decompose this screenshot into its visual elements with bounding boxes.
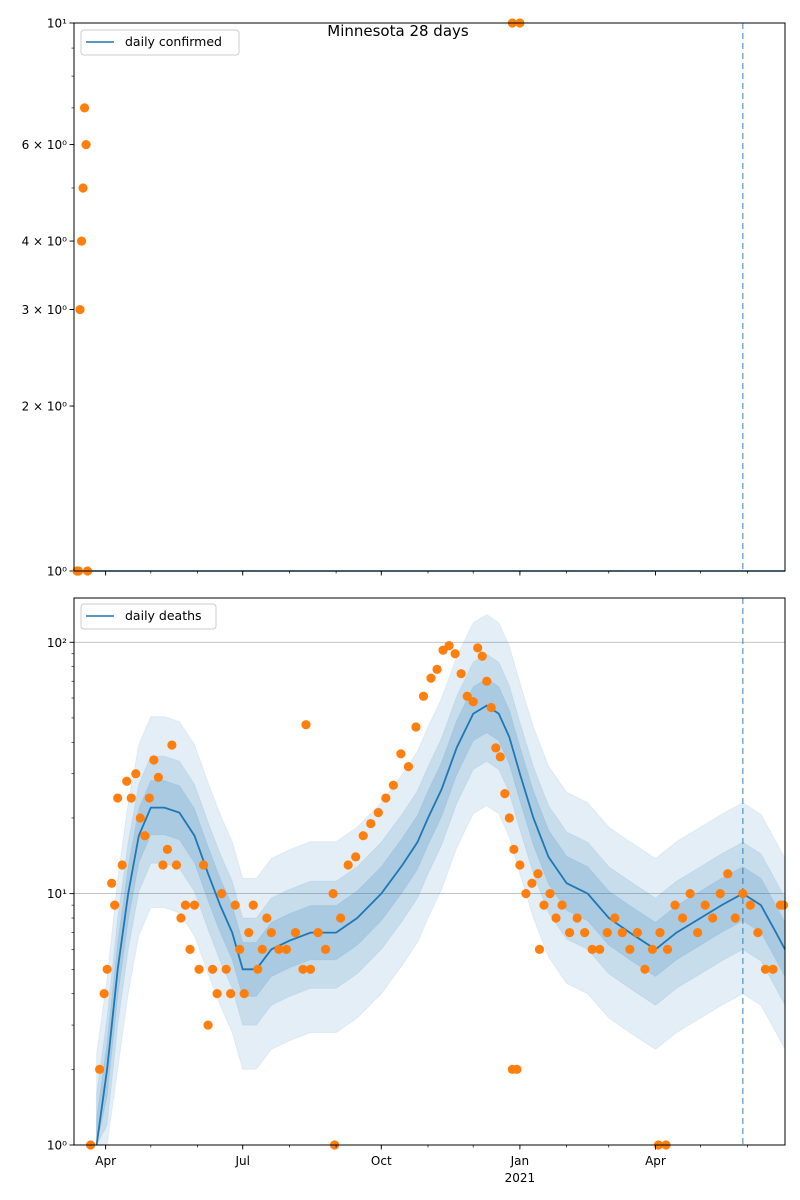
- deaths-point: [469, 697, 478, 706]
- deaths-point: [344, 860, 353, 869]
- deaths-point: [351, 852, 360, 861]
- deaths-point: [640, 965, 649, 974]
- legend-label-daily-deaths: daily deaths: [125, 608, 202, 623]
- deaths-point: [244, 928, 253, 937]
- deaths-point: [306, 965, 315, 974]
- deaths-point: [527, 879, 536, 888]
- deaths-point: [731, 913, 740, 922]
- deaths-point: [491, 743, 500, 752]
- deaths-point: [685, 889, 694, 898]
- y-tick-label: 10¹: [46, 887, 67, 902]
- deaths-point: [217, 889, 226, 898]
- deaths-point: [426, 674, 435, 683]
- deaths-point: [738, 889, 747, 898]
- y-tick-label: 10⁰: [46, 1138, 67, 1153]
- deaths-point: [411, 722, 420, 731]
- deaths-point: [693, 928, 702, 937]
- deaths-point: [122, 777, 131, 786]
- deaths-point: [291, 928, 300, 937]
- deaths-point: [444, 641, 453, 650]
- x-tick-label: Apr: [95, 1154, 117, 1168]
- deaths-point: [131, 769, 140, 778]
- deaths-point: [509, 845, 518, 854]
- deaths-point: [457, 669, 466, 678]
- deaths-point: [222, 965, 231, 974]
- deaths-point: [226, 989, 235, 998]
- deaths-point: [140, 831, 149, 840]
- y-tick-label: 10²: [46, 635, 67, 650]
- deaths-point: [167, 740, 176, 749]
- deaths-point: [515, 860, 524, 869]
- deaths-point: [539, 901, 548, 910]
- deaths-point: [190, 901, 199, 910]
- y-tick-label: 10¹: [46, 16, 67, 31]
- deaths-point: [779, 901, 788, 910]
- deaths-point: [336, 913, 345, 922]
- y-tick-label: 4 × 10⁰: [21, 234, 67, 249]
- deaths-point: [208, 965, 217, 974]
- x-tick-label: Jul: [235, 1154, 250, 1168]
- confirmed-point: [78, 183, 87, 192]
- x-tick-sublabel: 2021: [504, 1171, 536, 1185]
- deaths-point: [374, 808, 383, 817]
- confirmed-point: [75, 305, 84, 314]
- deaths-point: [565, 928, 574, 937]
- deaths-point: [127, 793, 136, 802]
- deaths-point: [535, 945, 544, 954]
- deaths-point: [258, 945, 267, 954]
- deaths-point: [396, 749, 405, 758]
- deaths-point: [235, 945, 244, 954]
- deaths-point: [404, 762, 413, 771]
- deaths-point: [595, 945, 604, 954]
- deaths-point: [203, 1020, 212, 1029]
- deaths-point: [194, 965, 203, 974]
- x-tick-label: Oct: [370, 1154, 392, 1168]
- deaths-legend: [81, 604, 216, 629]
- deaths-point: [389, 781, 398, 790]
- deaths-point: [359, 831, 368, 840]
- deaths-point: [149, 755, 158, 764]
- deaths-point: [512, 1065, 521, 1074]
- deaths-point: [670, 901, 679, 910]
- deaths-point: [249, 901, 258, 910]
- deaths-point: [603, 928, 612, 937]
- y-tick-label: 6 × 10⁰: [21, 138, 67, 153]
- deaths-point: [154, 773, 163, 782]
- deaths-point: [231, 901, 240, 910]
- deaths-point: [451, 649, 460, 658]
- deaths-point: [110, 901, 119, 910]
- deaths-point: [163, 845, 172, 854]
- deaths-point: [172, 860, 181, 869]
- deaths-point: [478, 652, 487, 661]
- deaths-point: [557, 901, 566, 910]
- deaths-point: [240, 989, 249, 998]
- deaths-point: [701, 901, 710, 910]
- deaths-point: [663, 945, 672, 954]
- deaths-point: [487, 703, 496, 712]
- deaths-point: [551, 913, 560, 922]
- deaths-point: [746, 901, 755, 910]
- y-tick-label: 2 × 10⁰: [21, 399, 67, 414]
- deaths-point: [533, 869, 542, 878]
- deaths-point: [419, 692, 428, 701]
- deaths-point: [505, 813, 514, 822]
- deaths-point: [321, 945, 330, 954]
- deaths-point: [100, 989, 109, 998]
- deaths-point: [267, 928, 276, 937]
- deaths-point: [496, 752, 505, 761]
- deaths-point: [145, 793, 154, 802]
- deaths-point: [113, 793, 122, 802]
- deaths-point: [482, 677, 491, 686]
- deaths-point: [723, 869, 732, 878]
- deaths-point: [473, 643, 482, 652]
- y-tick-label: 10⁰: [46, 564, 67, 579]
- y-tick-label: 3 × 10⁰: [21, 303, 67, 318]
- confirmed-point: [80, 103, 89, 112]
- deaths-point: [753, 928, 762, 937]
- deaths-point: [708, 913, 717, 922]
- deaths-point: [103, 965, 112, 974]
- confirmed-point: [77, 236, 86, 245]
- deaths-point: [301, 720, 310, 729]
- deaths-point: [768, 965, 777, 974]
- deaths-point: [213, 989, 222, 998]
- deaths-point: [136, 813, 145, 822]
- deaths-point: [655, 928, 664, 937]
- deaths-point: [716, 889, 725, 898]
- deaths-point: [253, 965, 262, 974]
- deaths-point: [118, 860, 127, 869]
- deaths-point: [500, 789, 509, 798]
- deaths-point: [95, 1065, 104, 1074]
- deaths-point: [158, 860, 167, 869]
- confirmed-point: [81, 140, 90, 149]
- legend-label-daily-confirmed: daily confirmed: [125, 34, 222, 49]
- deaths-point: [328, 889, 337, 898]
- deaths-point: [176, 913, 185, 922]
- deaths-point: [366, 819, 375, 828]
- deaths-point: [633, 928, 642, 937]
- deaths-point: [625, 945, 634, 954]
- deaths-point: [521, 889, 530, 898]
- deaths-point: [262, 913, 271, 922]
- deaths-point: [618, 928, 627, 937]
- deaths-point: [313, 928, 322, 937]
- deaths-point: [678, 913, 687, 922]
- deaths-point: [573, 913, 582, 922]
- deaths-point: [199, 860, 208, 869]
- deaths-point: [282, 945, 291, 954]
- deaths-point: [610, 913, 619, 922]
- deaths-point: [545, 889, 554, 898]
- deaths-point: [648, 945, 657, 954]
- x-tick-label: Jan: [510, 1154, 530, 1168]
- deaths-point: [381, 793, 390, 802]
- deaths-point: [185, 945, 194, 954]
- deaths-point: [432, 665, 441, 674]
- figure-title: Minnesota 28 days: [327, 22, 469, 40]
- deaths-point: [580, 928, 589, 937]
- deaths-point: [181, 901, 190, 910]
- x-tick-label: Apr: [645, 1154, 666, 1168]
- deaths-point: [107, 879, 116, 888]
- confirmed-legend: [81, 30, 239, 55]
